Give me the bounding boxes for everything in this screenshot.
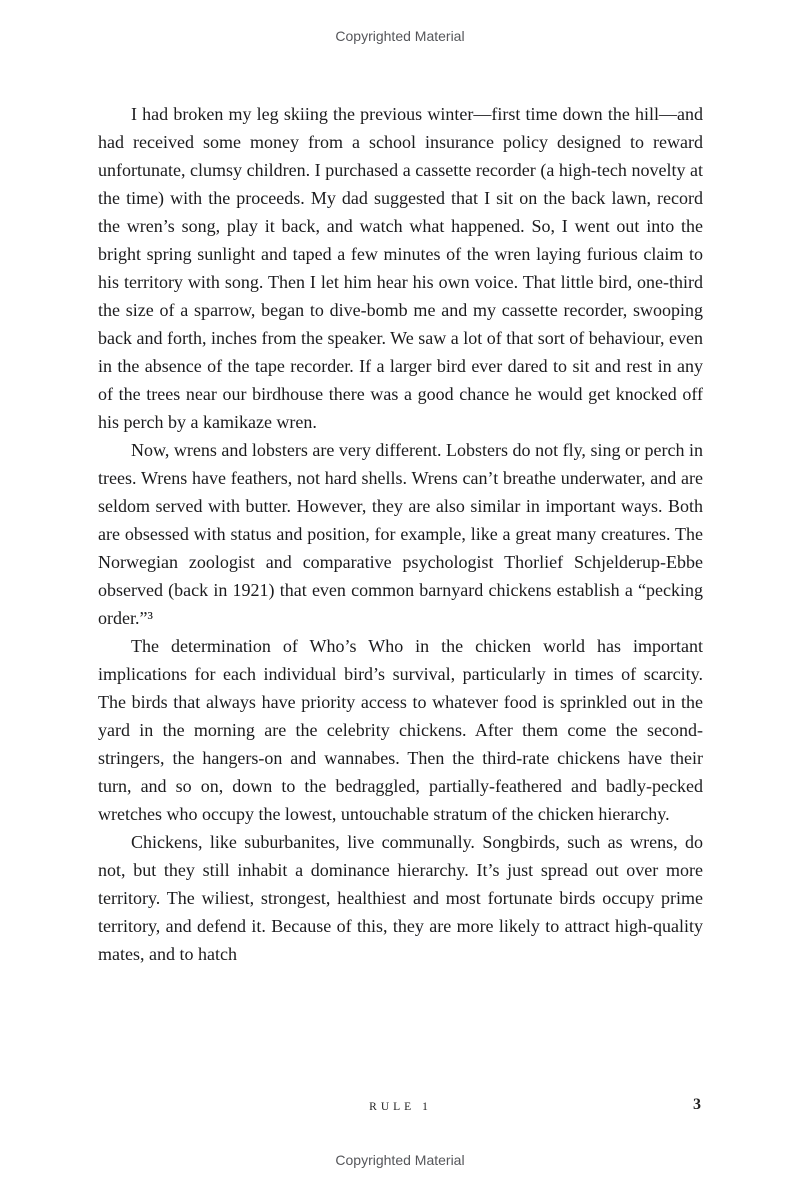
paragraph: Now, wrens and lobsters are very different. Lobsters do not fly, sing or perch in trees. Wrens have feathers, not hard shells. Wrens can’t breathe underwater, and are seldom served with butter. However, they are also similar in important ways. Both are obsessed with status and position, for example, like a great many creatures. The Norwegian zoologist and comparative psychologist Thorlief Schjelderup-Ebbe observed (back in 1921) that even common barnyard chickens establish a “pecking order.”³ — [98, 440, 703, 628]
paragraph: I had broken my leg skiing the previous winter—first time down the hill—and had received some money from a school insurance policy designed to reward unfortunate, clumsy children. I purchased a cassette recorder (a high-tech novelty at the time) with the proceeds. My dad suggested that I sit on the back lawn, record the wren’s song, play it back, and watch what happened. So, I went out into the bright spring sunlight and taped a few minutes of the wren laying furious claim to his territory with song. Then I let him hear his own voice. That little bird, one-third the size of a sparrow, began to dive-bomb me and my cassette recorder, swooping back and forth, inches from the speaker. We saw a lot of that sort of behaviour, even in the absence of the tape recorder. If a larger bird ever dared to sit and rest in any of the trees near our birdhouse there was a good chance he would get knocked off his perch by a kamikaze wren. — [98, 104, 703, 432]
copyright-notice-bottom: Copyrighted Material — [335, 1152, 465, 1168]
page-number: 3 — [693, 1096, 701, 1113]
paragraph: Chickens, like suburbanites, live communally. Songbirds, such as wrens, do not, but they still inhabit a dominance hierarchy. It’s just spread out over more territory. The wiliest, strongest, healthiest and most fortunate birds occupy prime territory, and defend it. Because of this, they are more likely to attract high-quality mates, and to hatch — [98, 832, 703, 964]
page-body — [98, 100, 703, 968]
copyright-notice-top: Copyrighted Material — [335, 28, 465, 44]
chapter-label: RULE 1 — [369, 1101, 432, 1113]
paragraph: The determination of Who’s Who in the chicken world has important implications for each individual bird’s survival, particularly in times of scarcity. The birds that always have priority access to whatever food is sprinkled out in the yard in the morning are the celebrity chickens. After them come the second-stringers, the hangers-on and wannabes. Then the third-rate chickens have their turn, and so on, down to the bedraggled, partially-feathered and badly-pecked wretches who occupy the lowest, untouchable stratum of the chicken hierarchy. — [98, 636, 703, 824]
page-footer — [98, 1098, 703, 1120]
